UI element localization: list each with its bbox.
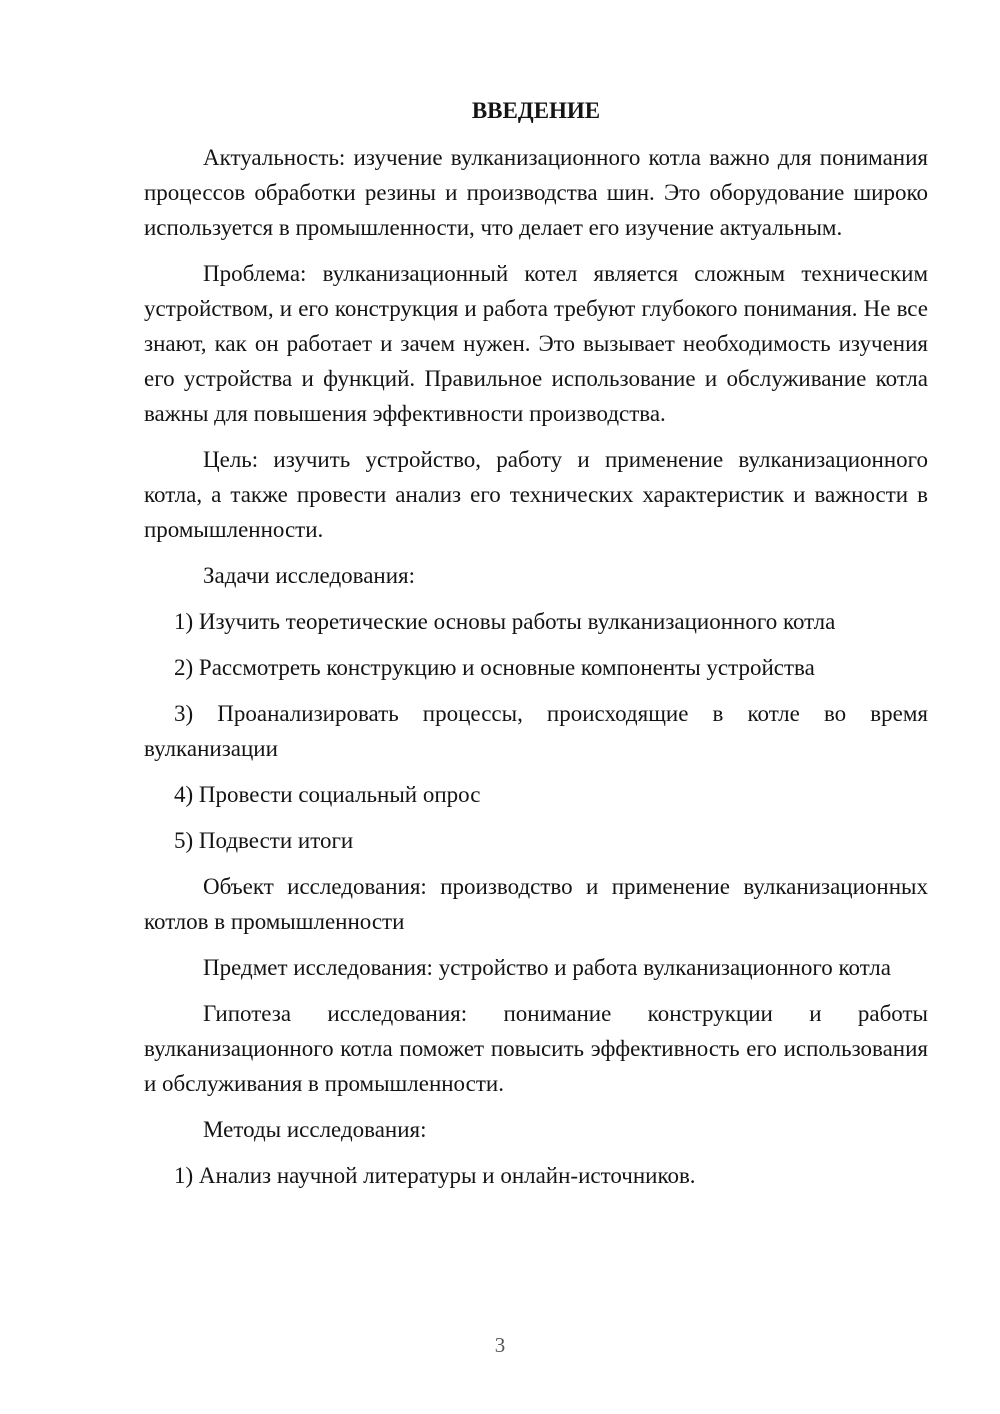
- paragraph-relevance: Актуальность: изучение вулканизационного котла важно для понимания процессов обработки резины и производства шин. Это оборудование широко используется в промышленности, что делает его изучение актуальным.: [144, 145, 928, 240]
- section-title: ВВЕДЕНИЕ: [471, 98, 601, 123]
- task-item-4: 4) Провести социальный опрос: [174, 782, 481, 807]
- paragraph-goal: Цель: изучить устройство, работу и применение вулканизационного котла, а также провести анализ его технических характеристик и важности в промышленности.: [144, 447, 928, 542]
- task-item-1: 1) Изучить теоретические основы работы вулканизационного котла: [174, 609, 836, 634]
- paragraph-problem: Проблема: вулканизационный котел является сложным техническим устройством, и его конструкция и работа требуют глубокого понимания. Не все знают, как он работает и зачем нужен. Это вызывает необходимость изучения его устройства и функций. Правильное использование и обслуживание котла важны для повышения эффективности производства.: [144, 261, 928, 426]
- page-content: [144, 93, 928, 1204]
- paragraph-hypothesis: Гипотеза исследования: понимание конструкции и работы вулканизационного котла поможет повысить эффективность его использования и обслуживания в промышленности.: [144, 1001, 928, 1096]
- method-item-1: 1) Анализ научной литературы и онлайн-источников.: [174, 1163, 696, 1188]
- paragraph-object: Объект исследования: производство и применение вулканизационных котлов в промышленности: [144, 874, 928, 934]
- tasks-heading: Задачи исследования:: [203, 563, 416, 588]
- page-number: 3: [494, 1333, 506, 1357]
- task-item-5: 5) Подвести итоги: [174, 828, 354, 853]
- task-item-2: 2) Рассмотреть конструкцию и основные компоненты устройства: [174, 655, 815, 680]
- paragraph-subject: Предмет исследования: устройство и работа вулканизационного котла: [203, 955, 891, 980]
- task-item-3: 3) Проанализировать процессы, происходящие в котле во время вулканизации: [144, 701, 928, 761]
- methods-heading: Методы исследования:: [203, 1117, 427, 1142]
